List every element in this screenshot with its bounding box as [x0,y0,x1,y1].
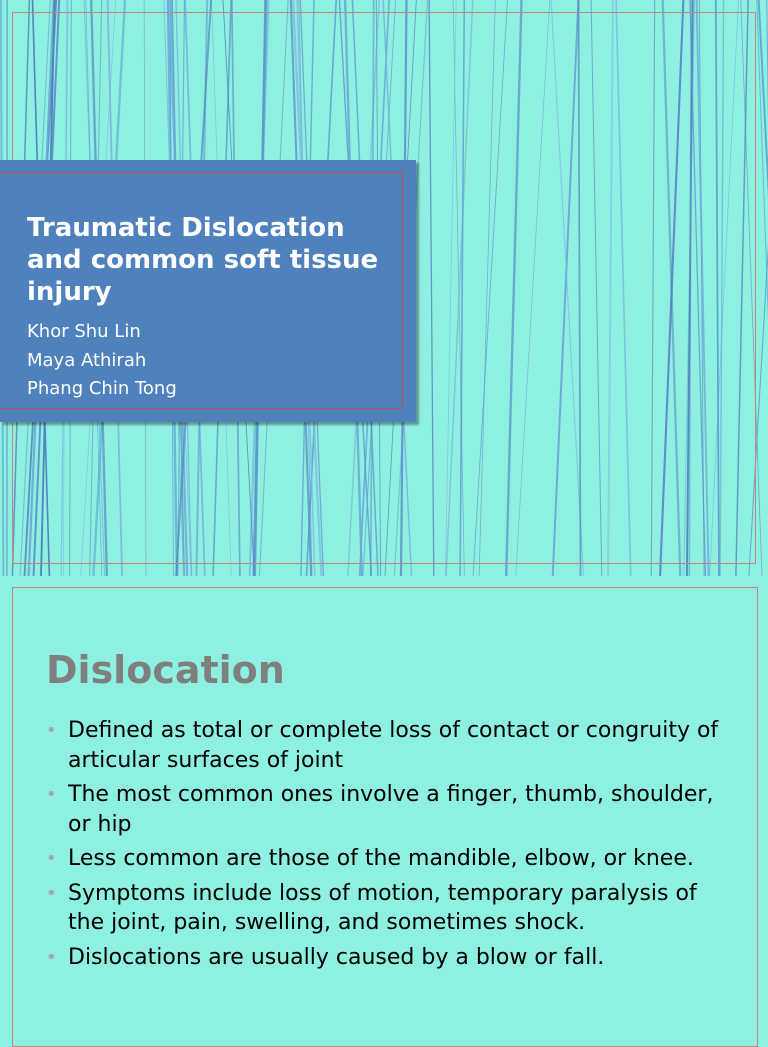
decorative-line [741,0,762,576]
bullet-text: Less common are those of the mandible, elbow, or knee. [68,846,694,871]
decorative-line [591,0,602,576]
decorative-line [720,0,724,576]
decorative-line [608,0,613,576]
author-name: Khor Shu Lin [27,318,177,347]
bullet-text: Dislocations are usually caused by a blow or fall. [68,945,604,970]
author-name: Maya Athirah [27,347,177,376]
decorative-line [506,0,521,576]
bullet-item [46,943,736,973]
decorative-line [736,0,748,576]
bullet-text: Defined as total or complete loss of contact or congruity of articular surfaces of joint [68,718,718,773]
decorative-line [663,0,681,576]
decorative-line [460,0,464,576]
bullet-item [46,844,736,874]
decorative-line [429,0,434,576]
bullet-marker-icon: • [46,716,57,746]
bullet-text: The most common ones involve a finger, thumb, shoulder, or hip [68,782,713,837]
decorative-line [710,0,739,576]
decorative-line [651,0,654,576]
author-list [27,318,177,404]
bullet-marker-icon: • [46,780,57,810]
bullet-marker-icon: • [46,844,57,874]
decorative-line [716,0,719,576]
bullet-item [46,879,736,938]
decorative-line [446,0,473,576]
bullet-marker-icon: • [46,943,57,973]
decorative-line [473,0,507,576]
author-name: Phang Chin Tong [27,375,177,404]
decorative-line [516,0,550,576]
bullet-marker-icon: • [46,879,57,909]
decorative-line [479,0,495,576]
slide-title: Traumatic Dislocation and common soft tissue injury [27,212,397,308]
decorative-line [616,0,631,576]
bullet-item [46,716,736,775]
bullet-text: Symptoms include loss of motion, temporary paralysis of the joint, pain, swelling, and sometimes shock. [68,881,697,936]
content-slide [0,576,768,1024]
bullet-item [46,780,736,839]
bullet-list [46,716,736,977]
slide-heading: Dislocation [46,648,285,692]
